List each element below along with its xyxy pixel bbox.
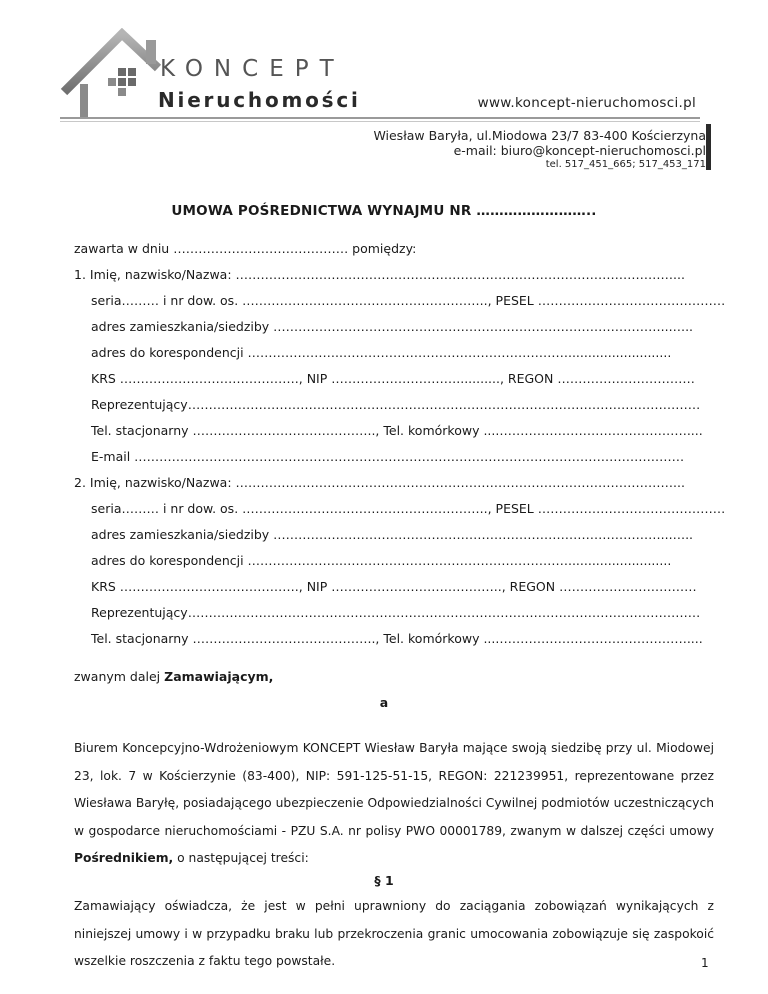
document-title: UMOWA POŚREDNICTWA WYNAJMU NR …………………….. <box>171 203 597 219</box>
party1-phones-field: Tel. stacjonarny …………………………………….., Tel. komórkowy ....……………………………………….... <box>91 423 703 438</box>
header-divider <box>60 117 700 119</box>
party1-email-field: E-mail …………………………………………………………………………………………………………………… <box>91 449 685 464</box>
party2-registry-field: KRS ……………………………………., NIP ………………………………….., REGON …………………………… <box>91 579 697 594</box>
brand-name-bottom: Nieruchomości <box>158 88 361 112</box>
header-divider-thin <box>60 121 700 122</box>
party2-phones-field: Tel. stacjonarny …………………………………….., Tel. komórkowy ....……………………………………….... <box>91 631 703 646</box>
company-phones: tel. 517_451_665; 517_453_171 <box>545 159 706 170</box>
agent-term: Pośrednikiem, <box>74 851 174 865</box>
client-term: Zamawiającym, <box>164 669 274 684</box>
party1-representative-field: Reprezentujący…………………………………………………………………………………………………………… <box>91 397 701 412</box>
website-link[interactable]: www.koncept-nieruchomosci.pl <box>477 95 696 111</box>
company-email[interactable]: e-mail: biuro@koncept-nieruchomosci.pl <box>453 143 706 158</box>
page-number: 1 <box>701 956 709 970</box>
party2-name-field: 2. Imię, nazwisko/Nazwa: ……………………………………………………………………………………………... <box>74 475 685 490</box>
party1-id-field: seria……… i nr dow. os. ………………………………………………….., PESEL ……………………………………… <box>91 293 726 308</box>
party1-name-field: 1. Imię, nazwisko/Nazwa: ……………………………………………………………………………………………... <box>74 267 685 282</box>
party1-correspondence-field: adres do korespondencji …………………..……………………………………………….......................... <box>91 345 672 360</box>
party2-id-field: seria……… i nr dow. os. ………………………………………………….., PESEL ……………………………………… <box>91 501 726 516</box>
party2-residence-field: adres zamieszkania/siedziby …………………………………………………………………………………...….. <box>91 527 694 542</box>
section-1-text: Zamawiający oświadcza, że jest w pełni uprawniony do zaciągania zobowiązań wynikających z niniejszej umowy i w przypadku braku lub przekroczenia granic umocowania zobowiązuje się zaspokoić wszelkie roszczenia z faktu tego powstałe. <box>74 899 714 968</box>
brand-name-top: KONCEPT <box>160 56 345 82</box>
party1-residence-field: adres zamieszkania/siedziby …………………………………………………………………………………...….. <box>91 319 694 334</box>
agent-paragraph: Biurem Koncepcyjno-Wdrożeniowym KONCEPT Wiesław Baryła mające swoją siedzibę przy ul. Miodowej 23, lok. 7 w Kościerzynie (83-400), NIP: 591-125-51-15, REGON: 221239951, reprezentowane przez Wiesława Baryłę, posiadającego ubezpieczenie Odpowiedzialności Cywilnej podmiotów uczestniczących w gospodarce nieruchomościami - PZU S.A. nr polisy PWO 00001789, zwanym w dalszej części umowy Pośrednikiem, o następującej treści: <box>74 741 714 865</box>
header-accent-bar <box>706 124 711 170</box>
and-separator: a <box>379 695 389 710</box>
contract-date-line: zawarta w dniu …………………………………… pomiędzy: <box>74 241 417 256</box>
party2-representative-field: Reprezentujący…………………………………………………………………………………………………………… <box>91 605 701 620</box>
company-address: Wiesław Baryła, ul.Miodowa 23/7 83-400 Kościerzyna <box>373 128 706 143</box>
party1-registry-field: KRS ……………………………………., NIP …………………………..........., REGON …………………………… <box>91 371 695 386</box>
section-1-heading: § 1 <box>374 873 394 888</box>
party2-correspondence-field: adres do korespondencji …………………..……………………………………………….......................... <box>91 553 672 568</box>
client-designation: zwanym dalej Zamawiającym, <box>74 669 274 684</box>
